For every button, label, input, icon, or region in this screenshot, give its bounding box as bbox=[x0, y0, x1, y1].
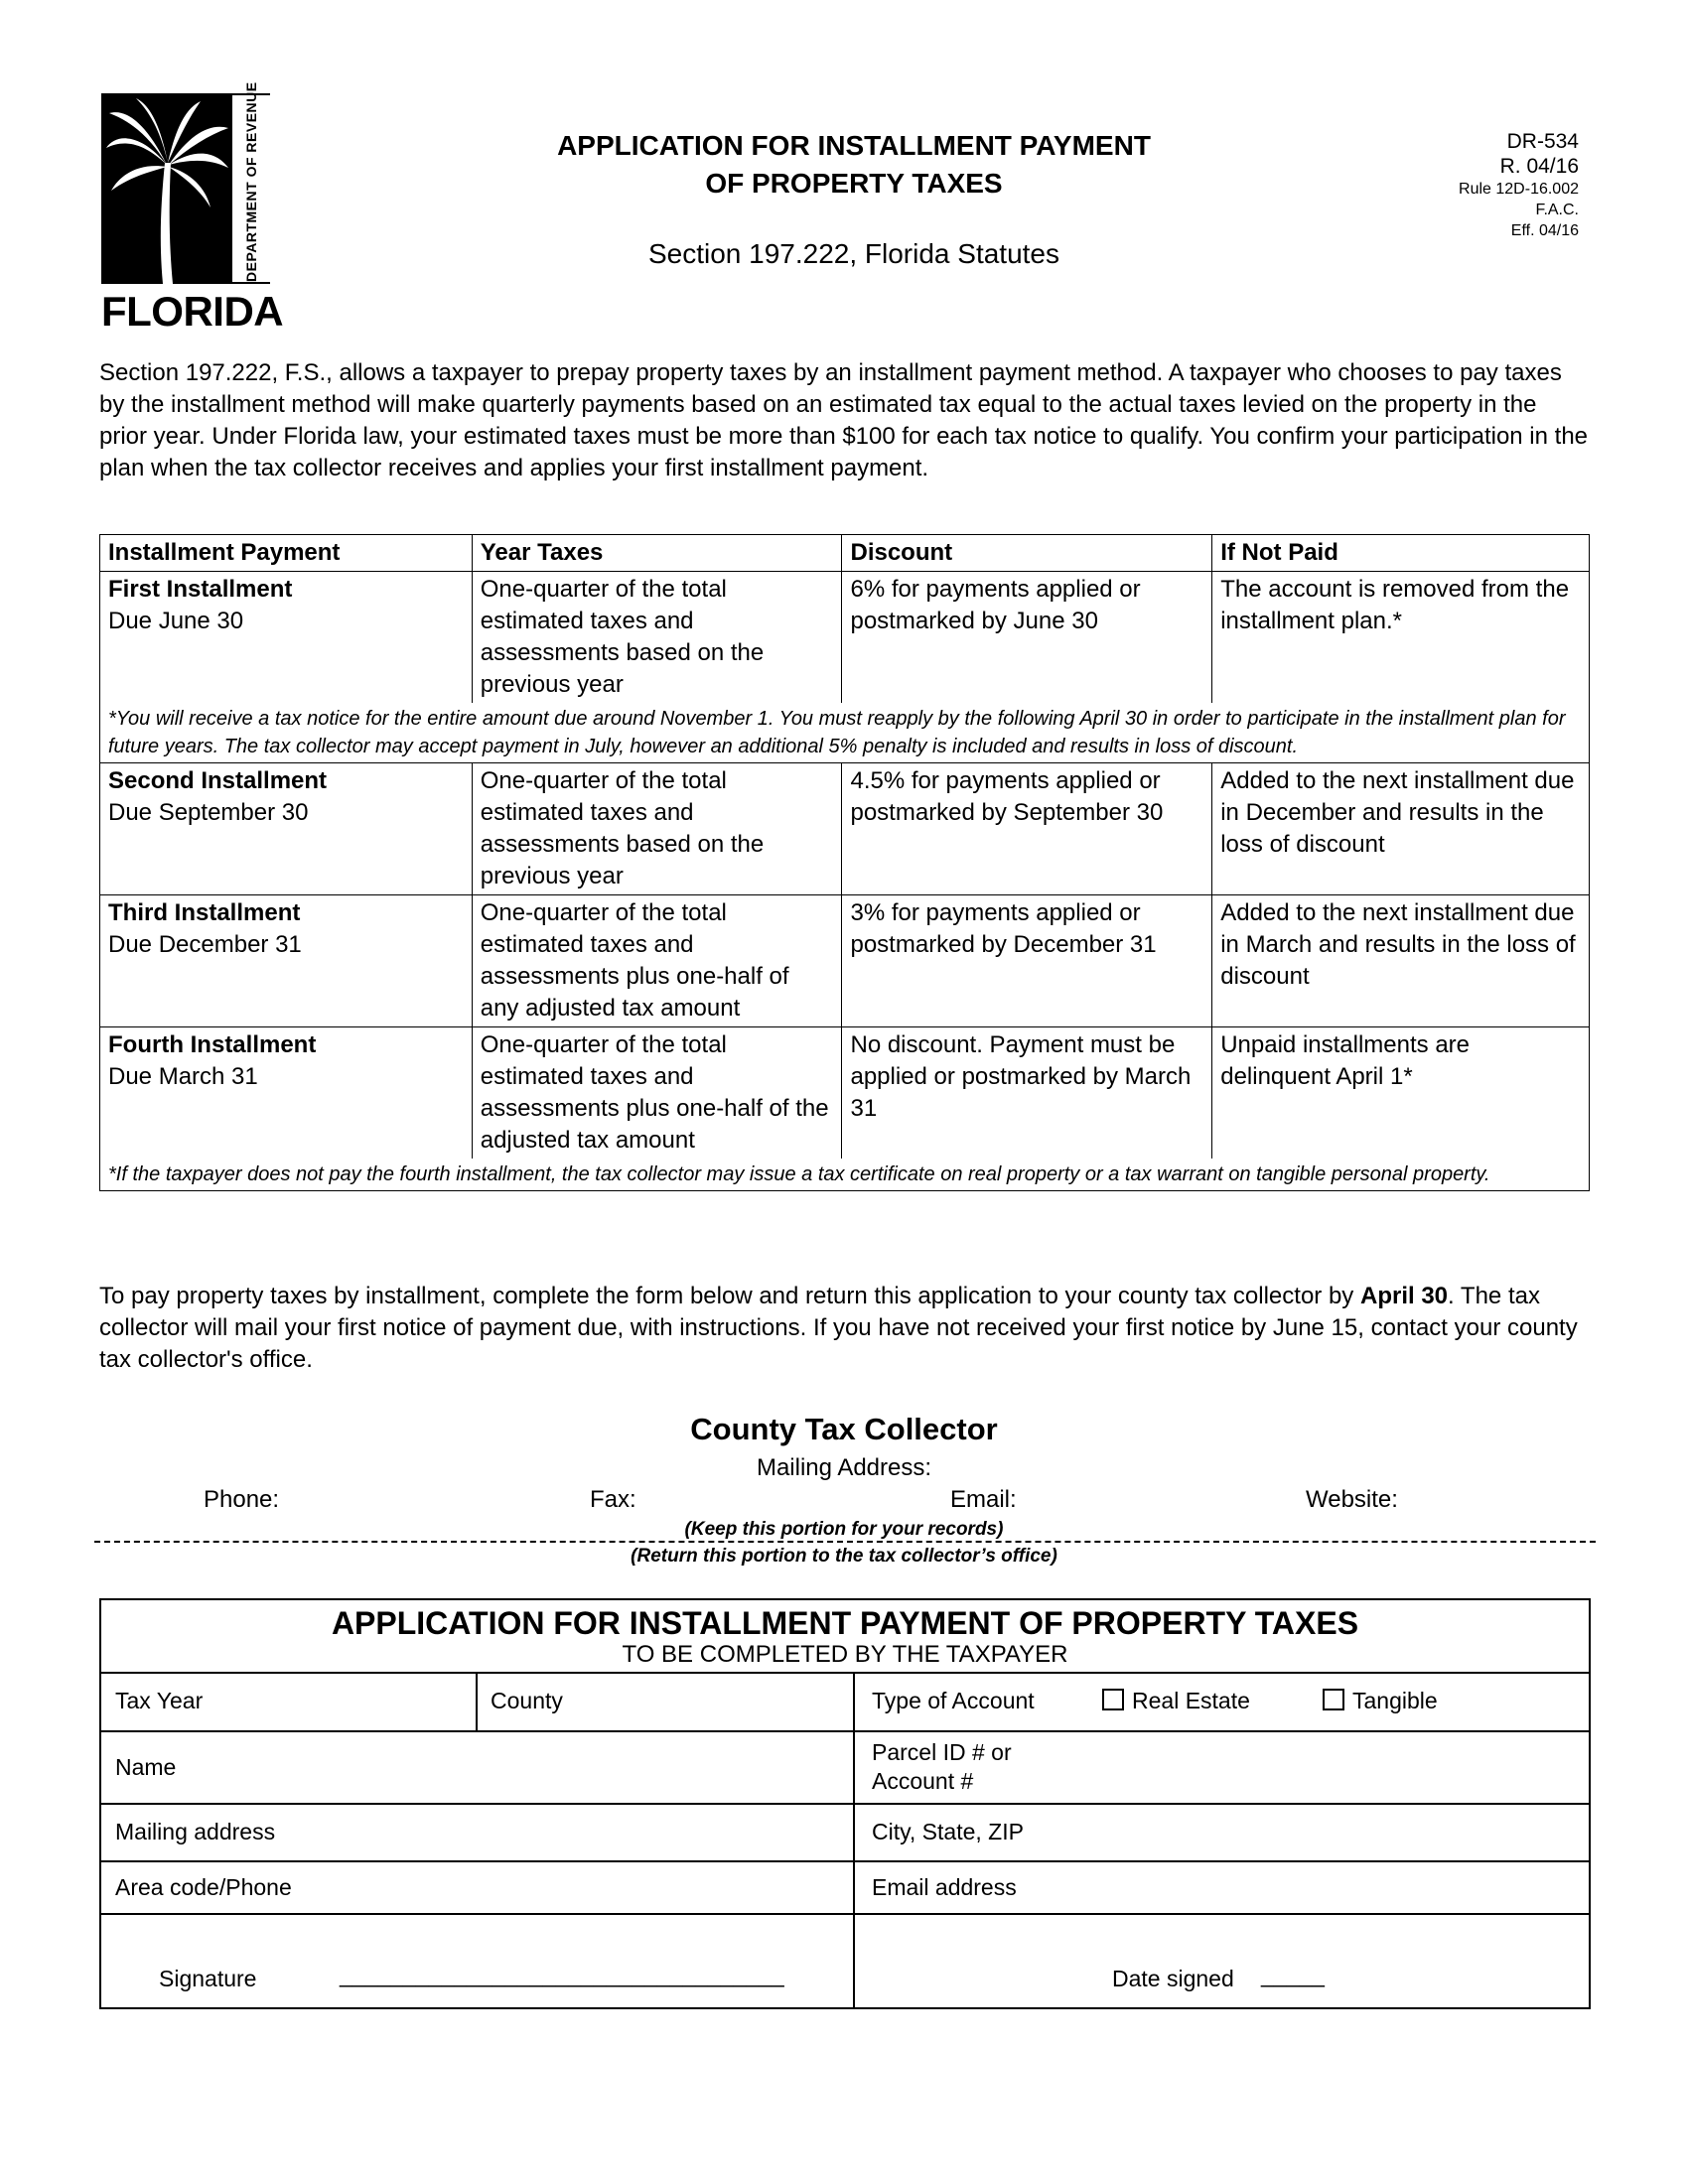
florida-dor-logo bbox=[101, 81, 284, 337]
not-paid-cell: Added to the next installment due in December and results in the loss of discount bbox=[1212, 763, 1590, 895]
installment-name: Second Installment bbox=[108, 767, 328, 794]
date-signed-label: Date signed bbox=[1112, 1966, 1234, 1991]
return-portion-note: (Return this portion to the tax collector’s office) bbox=[631, 1546, 1057, 1567]
not-paid-cell: Unpaid installments are delinquent April 1* bbox=[1212, 1027, 1590, 1160]
county-field[interactable]: County bbox=[491, 1688, 563, 1713]
statute-reference: Section 197.222, Florida Statutes bbox=[647, 238, 1060, 269]
type-of-account-label: Type of Account bbox=[872, 1688, 1035, 1713]
name-field[interactable]: Name bbox=[115, 1754, 177, 1780]
installment-due: Due June 30 bbox=[108, 608, 244, 634]
table-note-row bbox=[100, 1159, 1590, 1191]
column-header: Discount bbox=[842, 535, 1212, 572]
logo-text: FLORIDA bbox=[101, 288, 284, 335]
area-code-phone-field[interactable]: Area code/Phone bbox=[115, 1874, 292, 1900]
discount-cell: No discount. Payment must be applied or postmarked by March 31 bbox=[842, 1027, 1212, 1160]
table-row bbox=[100, 572, 1590, 704]
collector-phone: Phone: bbox=[204, 1486, 280, 1513]
keep-portion-note: (Keep this portion for your records) bbox=[684, 1519, 1004, 1540]
year-taxes-cell: One-quarter of the total estimated taxes and assessments based on the previous year bbox=[472, 763, 842, 895]
installment-schedule-table bbox=[99, 534, 1590, 1191]
column-header: Year Taxes bbox=[472, 535, 842, 572]
discount-cell: 3% for payments applied or postmarked by December 31 bbox=[842, 895, 1212, 1027]
column-header: Installment Payment bbox=[100, 535, 473, 572]
year-taxes-cell: One-quarter of the total estimated taxes and assessments plus one-half of the adjusted tax amount bbox=[472, 1027, 842, 1160]
footnote: *You will receive a tax notice for the entire amount due around November 1. You must reapply by the following April 30 in order to participate in the installment plan for future years. The tax collector may accept payment in July, however an additional 5% penalty is included and results in loss of discount. bbox=[100, 703, 1590, 763]
installment-name: First Installment bbox=[108, 576, 293, 603]
installment-name: Third Installment bbox=[108, 899, 301, 926]
installment-due: Due December 31 bbox=[108, 931, 302, 958]
collector-website: Website: bbox=[1306, 1486, 1398, 1513]
table-header-row bbox=[100, 535, 1590, 572]
application-form bbox=[99, 1598, 1591, 2009]
form-identifier: DR-534 R. 04/16 Rule 12D-16.002 F.A.C. Eff. 04/16 bbox=[1459, 130, 1579, 239]
collector-fax: Fax: bbox=[590, 1486, 636, 1513]
table-note-row bbox=[100, 703, 1590, 763]
table-row bbox=[100, 895, 1590, 1027]
tax-year-field[interactable]: Tax Year bbox=[115, 1688, 204, 1713]
form-subtitle: TO BE COMPLETED BY THE TAXPAYER bbox=[622, 1641, 1068, 1668]
checkbox-icon[interactable] bbox=[1102, 1689, 1124, 1710]
email-address-field[interactable]: Email address bbox=[872, 1874, 1017, 1900]
parcel-id-field[interactable]: Parcel ID # or Account # bbox=[872, 1739, 1012, 1794]
year-taxes-cell: One-quarter of the total estimated taxes and assessments plus one-half of any adjusted tax amount bbox=[472, 895, 842, 1027]
page-title: APPLICATION FOR INSTALLMENT PAYMENT OF PROPERTY TAXES bbox=[557, 130, 1151, 199]
tangible-checkbox[interactable]: Tangible bbox=[1323, 1688, 1438, 1714]
discount-cell: 4.5% for payments applied or postmarked by September 30 bbox=[842, 763, 1212, 895]
cut-line bbox=[94, 1541, 1596, 1543]
collector-email: Email: bbox=[950, 1486, 1017, 1513]
table-row bbox=[100, 763, 1590, 895]
real-estate-checkbox[interactable]: Real Estate bbox=[1102, 1688, 1250, 1714]
footnote: *If the taxpayer does not pay the fourth installment, the tax collector may issue a tax certificate on real property or a tax warrant on tangible personal property. bbox=[100, 1159, 1590, 1191]
installment-due: Due September 30 bbox=[108, 799, 309, 826]
collector-mailing-address: Mailing Address: bbox=[756, 1454, 932, 1481]
installment-due: Due March 31 bbox=[108, 1063, 258, 1090]
checkbox-icon[interactable] bbox=[1323, 1689, 1344, 1710]
instructions-paragraph: To pay property taxes by installment, complete the form below and return this application to your county tax collector by April 30. The tax collector will mail your first notice of payment due, with instructions. If you have not received your first notice by June 15, contact your county tax collector's office. bbox=[99, 1283, 1578, 1373]
not-paid-cell: Added to the next installment due in March and results in the loss of discount bbox=[1212, 895, 1590, 1027]
date-signed-line[interactable]: _____ bbox=[1261, 1962, 1325, 1987]
signature-line[interactable]: ___________________________________ bbox=[340, 1962, 784, 1987]
mailing-address-field[interactable]: Mailing address bbox=[115, 1819, 276, 1844]
column-header: If Not Paid bbox=[1212, 535, 1590, 572]
intro-paragraph: Section 197.222, F.S., allows a taxpayer to prepay property taxes by an installment payment method. A taxpayer who chooses to pay taxes by the installment method will make quarterly payments based on an estimated tax equal to the actual taxes levied on the property in the prior year. Under Florida law, your estimated taxes must be more than $100 for each tax notice to qualify. You confirm your participation in the plan when the tax collector receives and applies your first installment payment. bbox=[99, 359, 1589, 481]
signature-label: Signature bbox=[159, 1966, 257, 1991]
logo-vertical-text: DEPARTMENT OF REVENUE bbox=[243, 81, 259, 282]
collector-title: County Tax Collector bbox=[690, 1412, 998, 1446]
not-paid-cell: The account is removed from the installment plan.* bbox=[1212, 572, 1590, 704]
year-taxes-cell: One-quarter of the total estimated taxes and assessments based on the previous year bbox=[472, 572, 842, 704]
form-title: APPLICATION FOR INSTALLMENT PAYMENT OF PROPERTY TAXES bbox=[331, 1605, 1359, 1641]
city-state-zip-field[interactable]: City, State, ZIP bbox=[872, 1819, 1024, 1844]
installment-name: Fourth Installment bbox=[108, 1031, 317, 1058]
table-row bbox=[100, 1027, 1590, 1160]
discount-cell: 6% for payments applied or postmarked by June 30 bbox=[842, 572, 1212, 704]
